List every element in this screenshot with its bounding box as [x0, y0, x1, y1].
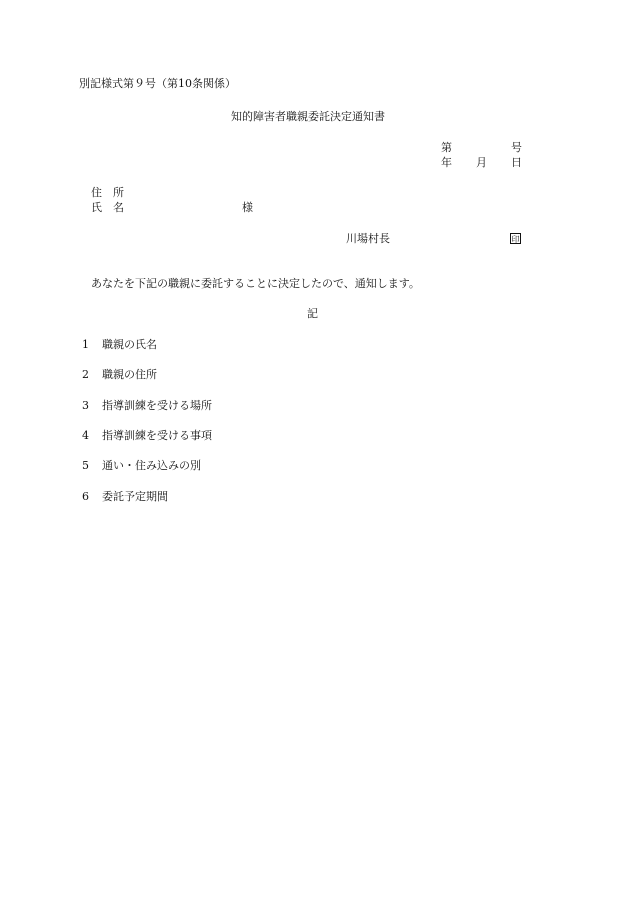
list-item — [82, 338, 157, 352]
seal-mark — [510, 232, 521, 246]
item-number: 1 — [82, 338, 89, 351]
item-number: 2 — [82, 368, 89, 381]
document-title: 知的障害者職親委託決定通知書 — [231, 110, 385, 123]
list-item — [82, 368, 157, 382]
item-label: 指導訓練を受ける場所 — [102, 399, 212, 412]
list-item — [82, 399, 212, 413]
list-item — [82, 459, 201, 473]
honorific: 様 — [242, 201, 253, 214]
address-label: 住 所 — [91, 186, 124, 199]
ki-heading: 記 — [307, 307, 318, 320]
issuer-name: 川場村長 — [346, 232, 390, 245]
list-item — [82, 490, 168, 504]
doc-no-suffix: 号 — [511, 141, 522, 154]
doc-no-prefix: 第 — [441, 141, 452, 154]
item-number: 3 — [82, 399, 89, 412]
body-text: あなたを下記の職親に委託することに決定したので、通知します。 — [91, 277, 420, 290]
date-month: 月 — [476, 156, 487, 169]
item-number: 6 — [82, 490, 89, 503]
item-number: 4 — [82, 429, 89, 442]
item-label: 職親の氏名 — [102, 338, 157, 351]
item-label: 通い・住み込みの別 — [102, 459, 201, 472]
date-year: 年 — [441, 156, 452, 169]
item-number: 5 — [82, 459, 89, 472]
name-label: 氏 名 — [91, 201, 124, 214]
form-number: 別記様式第９号（第10条関係） — [79, 77, 236, 90]
item-label: 職親の住所 — [102, 368, 157, 381]
list-item — [82, 429, 212, 443]
item-label: 委託予定期間 — [102, 490, 168, 503]
date-day: 日 — [511, 156, 522, 169]
seal-icon: 印 — [511, 235, 520, 244]
item-label: 指導訓練を受ける事項 — [102, 429, 212, 442]
